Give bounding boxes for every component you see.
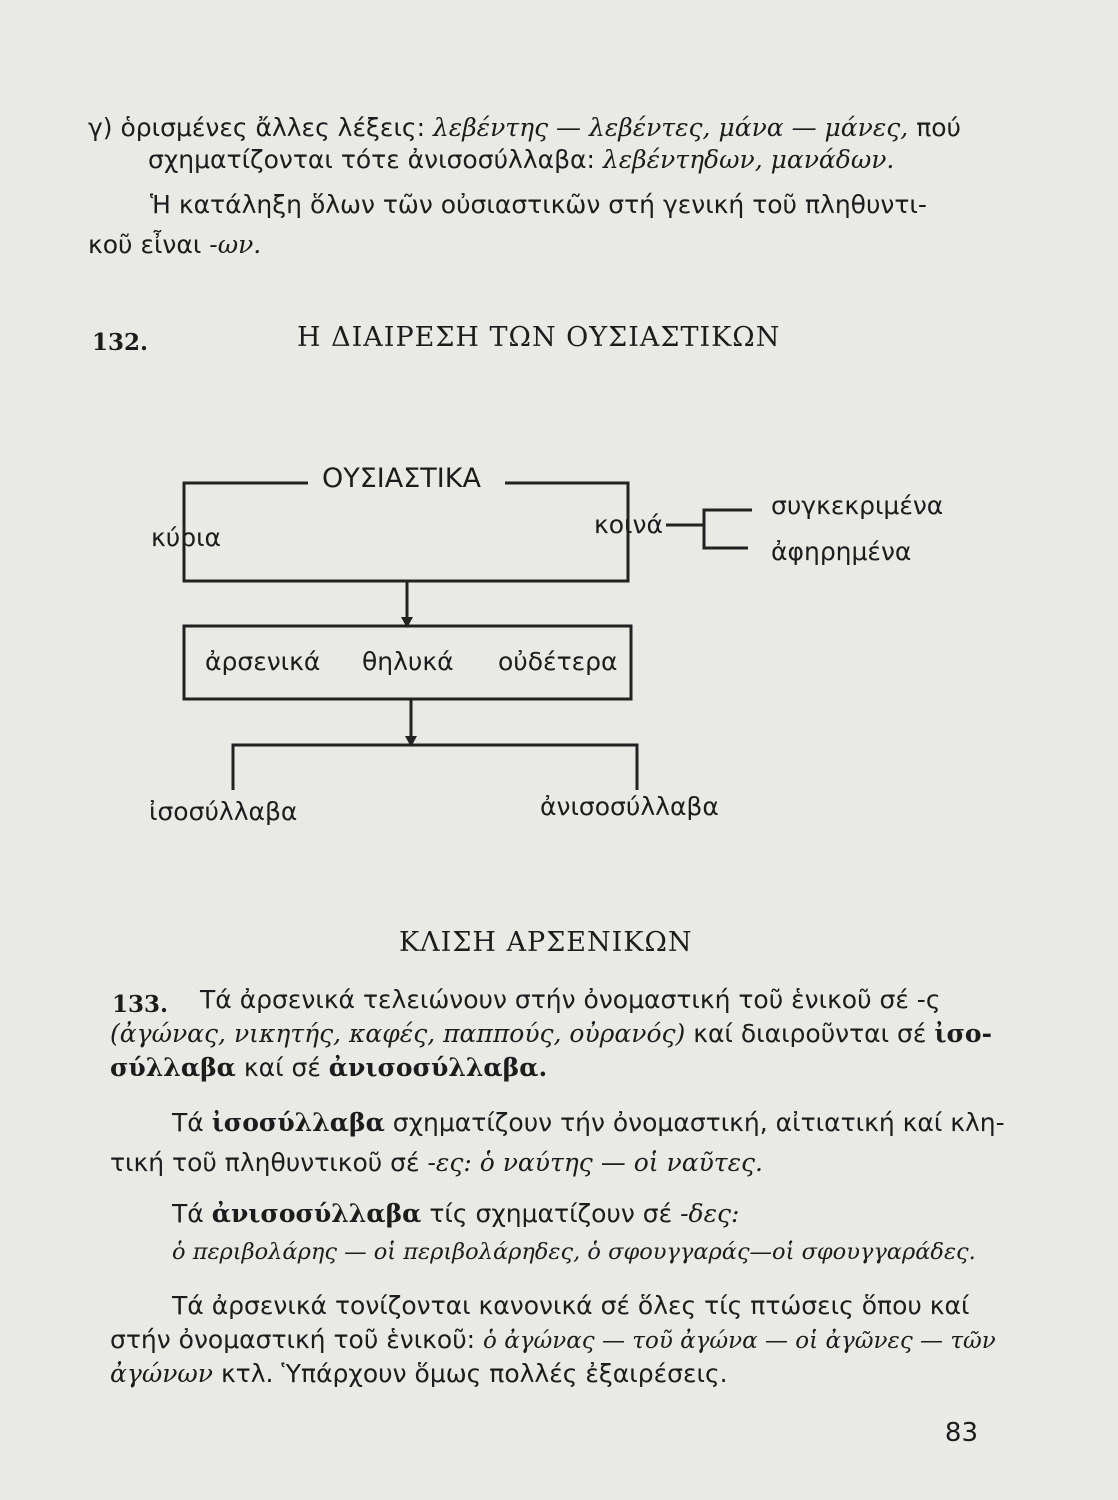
s133-p2-line1: Τά ἰσοσύλλαβα σχηματίζουν τήν ὀνομαστική, αἰτιατική καί κλη- [172,1108,1005,1137]
page-number: 83 [944,1418,978,1448]
diagram-gender-masculine: ἀρσενικά [205,647,321,676]
section-132-number: 132. [92,329,149,356]
diagram-root-label: ΟΥΣΙΑΣΤΙΚΑ [322,463,481,494]
s133-p1-line3: σύλλαβα καί σέ ἀνισοσύλλαβα. [110,1053,548,1082]
diagram-common-label: κοινά [594,510,663,539]
diagram-abstract-label: ἀφηρημένα [771,537,912,566]
s133-p4-line3: ἀγώνων κτλ. Ὑπάρχουν ὅμως πολλές ἐξαιρέσεις. [110,1359,728,1388]
diagram-gender-feminine: θηλυκά [362,647,454,676]
s133-p1-line1: Τά ἀρσενικά τελειώνουν στήν ὀνομαστική τοῦ ἑνικοῦ σέ -ς [200,985,941,1014]
klisi-arsenikon-title: ΚΛΙΣΗ ΑΡΣΕΝΙΚΩΝ [399,927,693,958]
intro-line-2: σχηματίζονται τότε ἀνισοσύλλαβα: λεβέντηδων, μανάδων. [148,145,895,174]
intro-line-4: κοῦ εἶναι -ων. [88,230,262,259]
branch-bracket [704,510,752,548]
s133-p1-line2: (ἀγώνας, νικητής, καφές, παππούς, οὐρανός) καί διαιροῦνται σέ ἰσο- [110,1019,992,1048]
diagram-gender-neuter: οὐδέτερα [498,647,618,676]
section-133-number: 133. [112,991,169,1018]
top-box-left-frame [184,483,628,581]
intro-line-3: Ἡ κατάληξη ὅλων τῶν οὐσιαστικῶν στή γενική τοῦ πληθυντι- [150,190,927,219]
section-132-title: Η ΔΙΑΙΡΕΣΗ ΤΩΝ ΟΥΣΙΑΣΤΙΚΩΝ [297,322,781,353]
s133-p4-line2: στήν ὀνομαστική τοῦ ἑνικοῦ: ὁ ἀγώνας — τοῦ ἀγώνα — οἱ ἀγῶνες — τῶν [110,1325,996,1354]
diagram-concrete-label: συγκεκριμένα [771,491,944,520]
diagram-equisyllabic-label: ἰσοσύλλαβα [149,797,298,826]
s133-p3-line1: Τά ἀνισοσύλλαβα τίς σχηματίζουν σέ -δες: [172,1199,740,1228]
syllable-bracket [233,745,637,790]
s133-p4-line1: Τά ἀρσενικά τονίζονται κανονικά σέ ὅλες τίς πτώσεις ὅπου καί [172,1291,970,1320]
s133-p2-line2: τική τοῦ πληθυντικοῦ σέ -ες: ὁ ναύτης — οἱ ναῦτες. [110,1148,763,1177]
diagram-imparisyllabic-label: ἀνισοσύλλαβα [540,792,719,821]
s133-p3-line2: ὁ περιβολάρης — οἱ περιβολάρηδες, ὁ σφουγγαράς—οἱ σφουγγαράδες. [172,1239,976,1265]
intro-line-1: γ) ὁρισμένες ἄλλες λέξεις: λεβέντης — λεβέντες, μάνα — μάνες, πού [88,113,962,142]
diagram-proper-label: κύρια [151,523,222,552]
